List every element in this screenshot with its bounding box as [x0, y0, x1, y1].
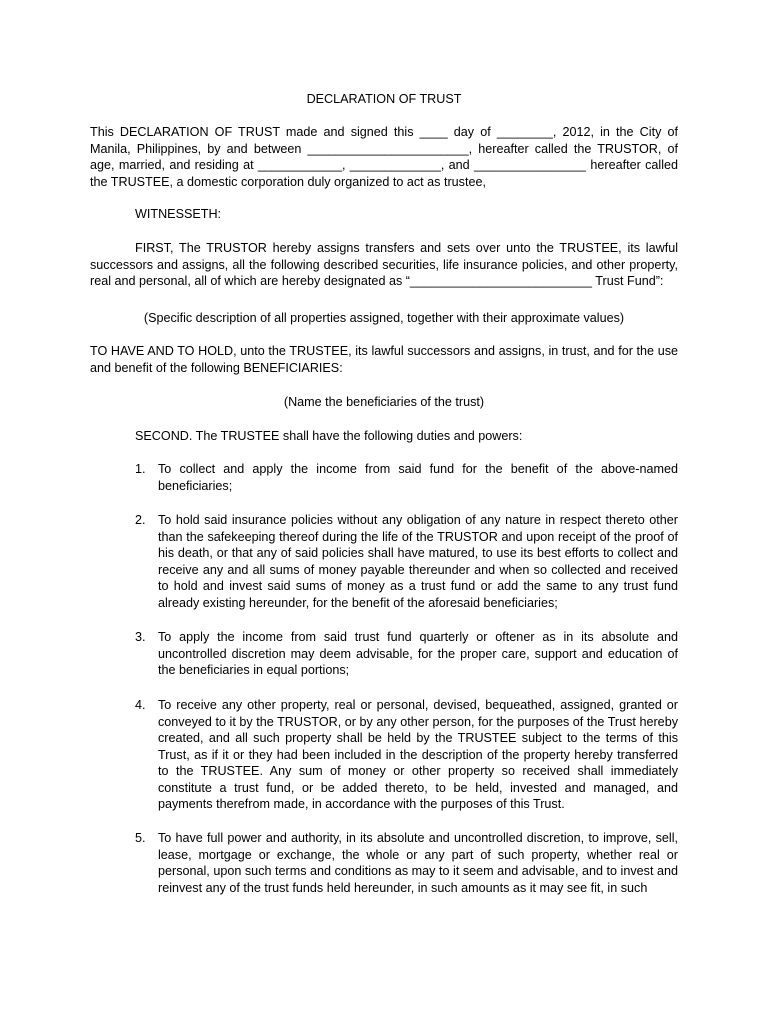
intro-paragraph: This DECLARATION OF TRUST made and signed this ____ day of ________, 2012, in the City of Manila, Philippines, by and between _______________________, hereafter called the TRUSTOR, of age, married, and residing at ____________, _____________, and ________________ hereafter called the TRUSTEE, a domestic corporation duly organized to act as trustee, — [90, 125, 678, 189]
to-have-and-to-hold-paragraph: TO HAVE AND TO HOLD, unto the TRUSTEE, its lawful successors and assigns, in trust, and for the use and benefit of the following BENEFICIARIES: — [90, 344, 678, 375]
duty-text: To have full power and authority, in its absolute and uncontrolled discretion, to improve, sell, lease, mortgage or exchange, the whole or any part of such property, whether real or personal, upon such terms and conditions as may to it seem and advisable, and to invest and reinvest any of the trust funds held hereunder, in such amounts as it may see fit, in such — [158, 831, 678, 895]
duty-number: 2. — [135, 513, 146, 527]
duty-item — [135, 461, 678, 494]
name-beneficiaries-note: (Name the beneficiaries of the trust) — [283, 395, 485, 409]
duty-number: 3. — [135, 630, 146, 644]
duty-text: To receive any other property, real or personal, devised, bequeathed, assigned, granted or conveyed to it by the TRUSTOR, or by any other person, for the purposes of the Trust hereby created, and all such property shall be held by the TRUSTEE subject to the terms of this Trust, as if it or they had been included in the description of the property hereby transferred to the TRUSTEE. Any sum of money or other property so received shall immediately constitute a trust fund, or be added thereto, to be held, invested and managed, and payments therefrom made, in accordance with the purposes of this Trust. — [158, 698, 678, 811]
specific-description-note: (Specific description of all properties assigned, together with their approximate values) — [143, 311, 625, 325]
duty-text: To collect and apply the income from said fund for the benefit of the above-named beneficiaries; — [158, 462, 678, 493]
document-title: DECLARATION OF TRUST — [306, 92, 462, 106]
duty-text: To apply the income from said trust fund quarterly or oftener as in its absolute and uncontrolled discretion may deem advisable, for the proper care, support and education of the beneficiaries in equal portions; — [158, 630, 678, 677]
witnesseth-heading: WITNESSETH: — [135, 207, 222, 221]
first-clause: FIRST, The TRUSTOR hereby assigns transfers and sets over unto the TRUSTEE, its lawful successors and assigns, all the following described securities, life insurance policies, and other property, real and personal, all of which are hereby designated as “__________________________ Trust Fund”: — [90, 241, 678, 288]
duty-item — [135, 512, 678, 611]
duty-item — [135, 697, 678, 813]
second-clause: SECOND. The TRUSTEE shall have the following duties and powers: — [135, 429, 523, 443]
duty-number: 5. — [135, 831, 146, 845]
duty-text: To hold said insurance policies without any obligation of any nature in respect thereto other than the safekeeping thereof during the life of the TRUSTOR and upon receipt of the proof of his death, or that any of said policies shall have matured, to use its best efforts to collect and receive any and all sums of money payable thereunder and when so collected and received to hold and invest said sums of money as a trust fund or add the same to any trust fund already existing hereunder, for the benefit of the aforesaid beneficiaries; — [158, 513, 678, 610]
duty-item — [135, 830, 678, 896]
duty-item — [135, 629, 678, 679]
duty-number: 1. — [135, 462, 146, 476]
duty-number: 4. — [135, 698, 146, 712]
